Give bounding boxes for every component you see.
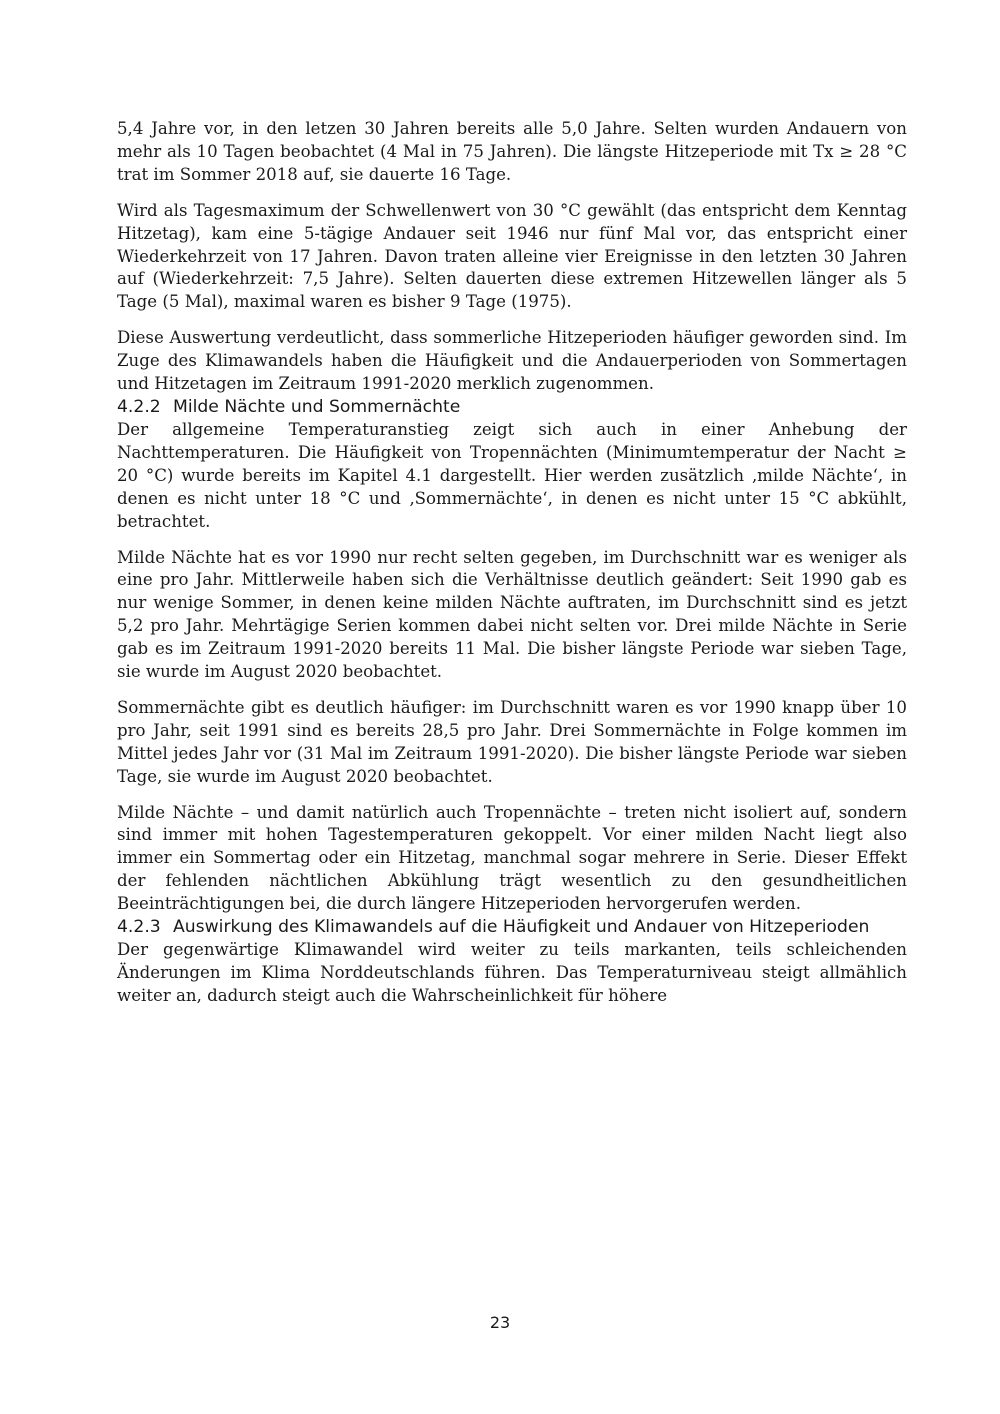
- paragraph-4-2-2-3: Sommernächte gibt es deutlich häufiger: im Durchschnitt waren es vor 1990 knapp über 10 pro Jahr, seit 1991 sind es bereits 28,5 pro Jahr. Drei Sommernächte in Folge kommen im Mittel jedes Jahr vor (31 Mal im Zeitraum 1991-2020). Die bisher längste Periode war sieben Tage, sie wurde im August 2020 beobachtet.: [117, 697, 907, 786]
- section-number: 4.2.3: [117, 917, 161, 938]
- page-number: 23: [489, 1313, 511, 1332]
- paragraph-4-2-2-1: Der allgemeine Temperaturanstieg zeigt sich auch in einer Anhebung der Nachttemperaturen. Die Häufigkeit von Tropennächten (Minimumtemperatur der Nacht ≥ 20 °C) wurde bereits im Kapitel 4.1 dargestellt. Hier werden zusätzlich ‚milde Nächte‘, in denen es nicht unter 18 °C und ‚Sommernächte‘, in denen es nicht unter 15 °C abkühlt, betrachtet.: [117, 419, 907, 531]
- section-title: Milde Nächte und Sommernächte: [173, 396, 461, 417]
- section-title: Auswirkung des Klimawandels auf die Häufigkeit und Andauer von Hitzeperioden: [173, 917, 870, 938]
- paragraph-4-2-2-4: Milde Nächte – und damit natürlich auch Tropennächte – treten nicht isoliert auf, sondern sind immer mit hohen Tagestemperaturen gekoppelt. Vor einer milden Nacht liegt also immer ein Sommertag oder ein Hitzetag, manchmal sogar mehrere in Serie. Dieser Effekt der fehlenden nächtlichen Abkühlung trägt wesentlich zu den gesundheitlichen Beeinträchtigungen bei, die durch längere Hitzeperioden hervorgerufen werden.: [117, 802, 907, 914]
- section-number: 4.2.2: [117, 396, 161, 417]
- page-content: [117, 118, 907, 1008]
- section-heading-4-2-3: [117, 916, 907, 939]
- paragraph-intro-1: 5,4 Jahre vor, in den letzen 30 Jahren bereits alle 5,0 Jahre. Selten wurden Andauern von mehr als 10 Tagen beobachtet (4 Mal in 75 Jahren). Die längste Hitzeperiode mit Tx ≥ 28 °C trat im Sommer 2018 auf, sie dauerte 16 Tage.: [117, 119, 907, 184]
- paragraph-4-2-2-2: Milde Nächte hat es vor 1990 nur recht selten gegeben, im Durchschnitt war es weniger als eine pro Jahr. Mittlerweile haben sich die Verhältnisse deutlich geändert: Seit 1990 gab es nur wenige Sommer, in denen keine milden Nächte auftraten, im Durchschnitt sind es jetzt 5,2 pro Jahr. Mehrtägige Serien kommen dabei nicht selten vor. Drei milde Nächte in Serie gab es im Zeitraum 1991-2020 bereits 11 Mal. Die bisher längste Periode war sieben Tage, sie wurde im August 2020 beobachtet.: [117, 547, 907, 682]
- paragraph-intro-2: Wird als Tagesmaximum der Schwellenwert von 30 °C gewählt (das entspricht dem Kenntag Hitzetag), kam eine 5-tägige Andauer seit 1946 nur fünf Mal vor, das entspricht einer Wiederkehrzeit von 17 Jahren. Davon traten alleine vier Ereignisse in den letzten 30 Jahren auf (Wiederkehrzeit: 7,5 Jahre). Selten dauerten diese extremen Hitzewellen länger als 5 Tage (5 Mal), maximal waren es bisher 9 Tage (1975).: [117, 200, 907, 312]
- paragraph-4-2-3-1: Der gegenwärtige Klimawandel wird weiter zu teils markanten, teils schleichenden Änderungen im Klima Norddeutschlands führen. Das Temperaturniveau steigt allmählich weiter an, dadurch steigt auch die Wahrscheinlichkeit für höhere: [117, 940, 907, 1005]
- paragraph-intro-3: Diese Auswertung verdeutlicht, dass sommerliche Hitzeperioden häufiger geworden sind. Im Zuge des Klimawandels haben die Häufigkeit und die Andauerperioden von Sommertagen und Hitzetagen im Zeitraum 1991-2020 merklich zugenommen.: [117, 328, 907, 394]
- section-heading-4-2-2: [117, 396, 907, 419]
